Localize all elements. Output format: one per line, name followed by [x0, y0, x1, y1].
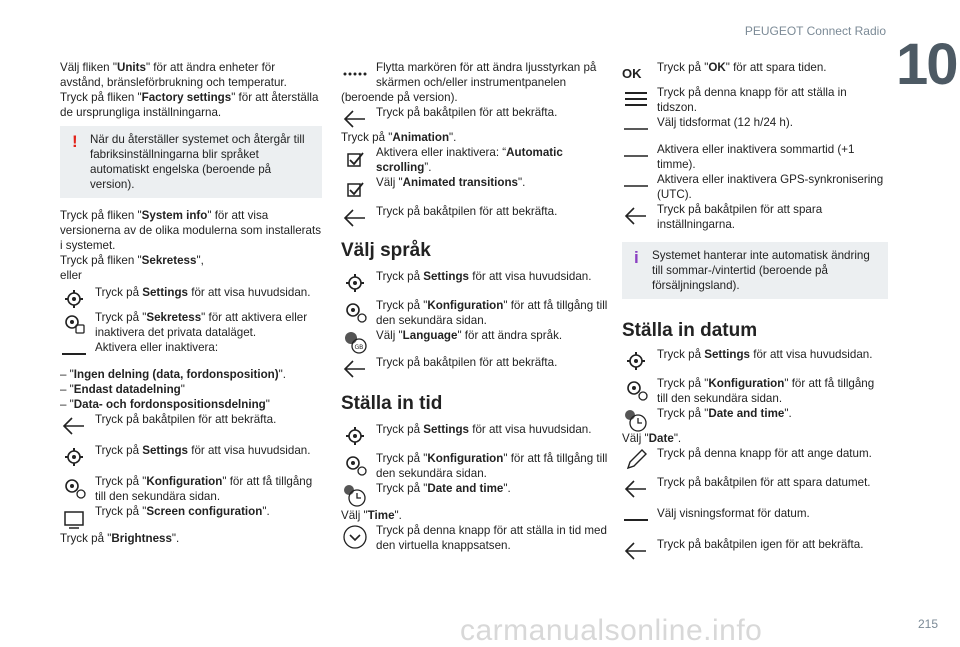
text-run: Välj " [622, 432, 649, 445]
step-text [95, 443, 322, 458]
text-run: för att visa huvudsidan. [469, 270, 592, 283]
step-text [376, 451, 609, 481]
back-arrow-icon [341, 105, 369, 133]
toggle-bar-icon [60, 340, 88, 368]
pencil-icon [622, 446, 650, 474]
step-text: Tryck på bakåtpilen igen för att bekräfta. [657, 538, 864, 551]
toggle-bar-icon [622, 115, 650, 143]
config-gear-icon [60, 474, 88, 502]
bold-term: Ingen delning (data, fordonsposition) [73, 368, 279, 381]
bold-term: Factory settings [141, 91, 232, 104]
step-settings [341, 269, 609, 284]
heading-time: Ställa in tid [341, 393, 443, 414]
step-keypad [341, 523, 609, 553]
step-text [376, 175, 609, 190]
menu-icon [622, 85, 650, 113]
text-run: " för att få tillgång till den sekundära sidan. [376, 299, 608, 327]
text-run: Aktivera eller inaktivera: “ [376, 146, 507, 159]
gear-icon [622, 347, 650, 375]
text-run: Tryck på " [657, 61, 709, 74]
info-text: Systemet hanterar inte automatisk ändring till sommar-/vintertid (beroende på försäljningsland). [652, 249, 870, 292]
text-run: ". [503, 482, 511, 495]
checkbox-icon [341, 175, 369, 203]
bold-term: Konfiguration [427, 452, 504, 465]
text-run: Tryck på [95, 286, 143, 299]
screen-icon [60, 504, 88, 532]
para-brightness [60, 531, 322, 546]
column-3 [622, 60, 888, 552]
step-text: Aktivera eller inaktivera GPS-synkronisering (UTC). [657, 173, 884, 201]
bold-term: Konfiguration [427, 299, 504, 312]
bold-term: Date and time [427, 482, 504, 495]
step-timezone [622, 85, 888, 115]
text-run: – " [60, 368, 74, 381]
step-text: Välj visningsformat för datum. [657, 507, 810, 520]
bold-term: OK [708, 61, 726, 74]
warning-text: När du återställer systemet och återgår till fabriksinställningarna blir språket automatiskt engelska (beroende på version). [90, 133, 305, 191]
back-arrow-icon [622, 202, 650, 230]
heading-language: Välj språk [341, 240, 431, 261]
para-system-info [60, 208, 322, 253]
text-run: Tryck på " [657, 377, 709, 390]
step-auto-scroll [341, 145, 609, 175]
text-run: Tryck på " [95, 311, 147, 324]
step-text [95, 310, 322, 340]
step-text [376, 422, 609, 437]
text-run: " för att få tillgång till den sekundära sidan. [95, 475, 313, 503]
text-run: Tryck på " [95, 505, 147, 518]
step-text [376, 328, 609, 343]
text-run: " för att få tillgång till den sekundära sidan. [376, 452, 608, 480]
text-run: Tryck på " [341, 131, 393, 144]
bold-term: Date [648, 432, 674, 445]
text-run: " för att ändra enheter för avstånd, bränsleförbrukning och temperatur. [60, 61, 287, 89]
text-run: " för att få tillgång till den sekundära sidan. [657, 377, 875, 405]
text-run: " för att visa versionerna av de olika modulerna som installerats i systemet. [60, 209, 321, 252]
privacy-gear-icon [60, 310, 88, 338]
back-arrow-icon [341, 204, 369, 232]
text-run: ". [673, 432, 682, 445]
step-set-date [622, 446, 888, 461]
step-text: Tryck på denna knapp för att ställa in tidszon. [657, 86, 847, 114]
back-arrow-icon [622, 475, 650, 503]
step-text [95, 474, 322, 504]
back-arrow-icon [622, 537, 650, 565]
step-back-save [622, 475, 888, 490]
toggle-bar-icon [622, 142, 650, 170]
step-text-b: (beroende på version). [341, 91, 458, 104]
step-text: Aktivera eller inaktivera sommartid (+1 timme). [657, 143, 855, 171]
text-run: " för att aktivera eller inaktivera det privata dataläget. [95, 311, 308, 339]
step-text: Tryck på bakåtpilen för att bekräfta. [95, 413, 277, 426]
step-konfiguration [341, 298, 609, 328]
list-item [60, 397, 322, 412]
step-transitions [341, 175, 609, 190]
page-number: 215 [917, 617, 938, 631]
step-text: Tryck på bakåtpilen för att bekräfta. [376, 205, 558, 218]
toggle-bar-icon [622, 172, 650, 200]
text-run: Tryck på [376, 423, 424, 436]
text-run: Tryck på fliken " [60, 209, 142, 222]
step-text: Aktivera eller inaktivera: [95, 341, 219, 354]
text-run: Välj " [376, 176, 403, 189]
text-run: Tryck på fliken " [60, 91, 142, 104]
bold-term: Konfiguration [146, 475, 223, 488]
header-brand: PEUGEOT Connect Radio [744, 24, 886, 38]
bold-term: Screen configuration [146, 505, 263, 518]
step-text [657, 60, 888, 75]
text-run: ". [171, 532, 180, 545]
warning-box [60, 126, 322, 198]
bold-term: Settings [423, 423, 469, 436]
text-run: Tryck på fliken " [60, 254, 142, 267]
text-run: – " [60, 383, 74, 396]
step-text [657, 406, 888, 421]
step-text [376, 298, 609, 328]
para-date [622, 431, 888, 446]
para-units [60, 60, 322, 90]
text-run: ". [394, 509, 402, 522]
text-run: " [265, 398, 270, 411]
privacy-list [60, 367, 322, 412]
text-run: Tryck på " [376, 452, 428, 465]
para-time [341, 508, 609, 523]
step-date-time [622, 406, 888, 421]
bold-term: Konfiguration [708, 377, 785, 390]
text-run: ”. [424, 161, 432, 174]
text-run: Tryck på " [95, 475, 147, 488]
list-item [60, 367, 322, 382]
text-run: Tryck på " [60, 532, 112, 545]
slider-dots-icon [341, 60, 369, 88]
language-flag-icon [341, 328, 369, 356]
bold-term: Automatic scrolling [376, 146, 563, 174]
info-box [622, 242, 888, 299]
gear-icon [60, 285, 88, 313]
bold-term: Endast datadelning [73, 383, 181, 396]
step-settings [622, 347, 888, 362]
step-back [60, 412, 322, 427]
para-factory [60, 90, 322, 120]
step-text: Tryck på denna knapp för att ställa in tid med den virtuella knappsatsen. [376, 524, 607, 552]
bold-term: Language [402, 329, 458, 342]
para-sekretess [60, 253, 322, 268]
text-run: Tryck på [95, 444, 143, 457]
text-run: Tryck på " [376, 299, 428, 312]
bold-term: Time [367, 509, 395, 522]
step-konfiguration-t [341, 451, 609, 481]
step-language [341, 328, 609, 351]
bold-term: Brightness [111, 532, 172, 545]
text-run: Tryck på " [376, 482, 428, 495]
text-run: Välj " [376, 329, 403, 342]
heading-date: Ställa in datum [622, 320, 758, 341]
step-sekretess [60, 310, 322, 340]
text-run: ". [449, 131, 457, 144]
config-gear-icon [341, 298, 369, 326]
text-run: ". [517, 176, 526, 189]
text-run: – " [60, 398, 74, 411]
gear-icon [341, 269, 369, 297]
bold-term: Animated transitions [402, 176, 518, 189]
bold-term: Date and time [708, 407, 785, 420]
step-ok [622, 60, 888, 81]
text-run: Tryck på [657, 348, 705, 361]
step-text: Tryck på bakåtpilen för att spara datumet. [657, 476, 871, 489]
clock-calendar-icon [622, 406, 650, 434]
step-back [622, 202, 888, 232]
text-run: ". [278, 368, 286, 381]
bold-term: Sekretess [141, 254, 197, 267]
step-gps [622, 172, 888, 202]
step-settings-t [341, 422, 609, 437]
watermark: carmanualsonline.info [460, 614, 763, 647]
bold-term: Sekretess [146, 311, 202, 324]
step-text [657, 347, 888, 362]
step-text: Tryck på denna knapp för att ange datum. [657, 447, 872, 460]
step-text [376, 269, 609, 284]
step-text [95, 285, 322, 300]
list-item [60, 382, 322, 397]
text-run: för att visa huvudsidan. [188, 444, 311, 457]
config-gear-icon [341, 451, 369, 479]
step-date-time [341, 481, 609, 496]
svg-text:GB: GB [354, 344, 364, 351]
text-run: Tryck på [376, 270, 424, 283]
step-settings-2 [60, 443, 322, 458]
text-run: " för att spara tiden. [725, 61, 827, 74]
column-1 [60, 60, 322, 546]
toggle-bar-icon [622, 506, 650, 534]
chevron-circle-icon [341, 523, 369, 551]
checkbox-icon [341, 145, 369, 173]
gear-icon [60, 443, 88, 471]
bold-term: System info [141, 209, 208, 222]
back-arrow-icon [60, 412, 88, 440]
text-run: Tryck på " [657, 407, 709, 420]
clock-calendar-icon [341, 481, 369, 509]
back-arrow-icon [341, 355, 369, 383]
step-text [376, 481, 609, 496]
gear-icon [341, 422, 369, 450]
step-konfiguration [622, 376, 888, 406]
bold-term: Settings [142, 286, 188, 299]
step-text: Tryck på bakåtpilen för att bekräfta. [376, 356, 558, 369]
step-slider [341, 60, 609, 90]
step-back-confirm [622, 537, 888, 552]
ok-icon: OK [622, 66, 642, 81]
step-text: Flytta markören för att ändra ljusstyrkan på skärmen och/eller instrumentpanelen [376, 61, 597, 89]
step-text [657, 376, 888, 406]
text-run: för att visa huvudsidan. [750, 348, 873, 361]
warning-icon: ! [72, 132, 78, 151]
bold-term: Data- och fordonspositionsdelning [73, 398, 266, 411]
bold-term: Settings [142, 444, 188, 457]
para-animation [341, 130, 609, 145]
text-run: ", [196, 254, 204, 267]
step-text [376, 145, 609, 175]
bold-term: Units [116, 61, 146, 74]
column-2 [341, 60, 609, 553]
step-back-2 [341, 204, 609, 219]
chapter-number: 10 [896, 32, 957, 97]
step-settings [60, 285, 322, 300]
bold-term: Animation [392, 131, 450, 144]
text-run: för att visa huvudsidan. [188, 286, 311, 299]
step-back [341, 105, 609, 120]
text-run: ". [784, 407, 792, 420]
text-run: ". [262, 505, 270, 518]
step-konfiguration [60, 474, 322, 504]
text-run: " för att återställa de ursprungliga inställningarna. [60, 91, 319, 119]
bold-term: Settings [423, 270, 469, 283]
step-format-date [622, 506, 888, 521]
text-run: " för att ändra språk. [457, 329, 563, 342]
text-run: Välj fliken " [60, 61, 117, 74]
text-run: för att visa huvudsidan. [469, 423, 592, 436]
step-back-3 [341, 355, 609, 370]
text-run: " [180, 383, 185, 396]
step-dst [622, 142, 888, 172]
para-eller: eller [60, 269, 82, 282]
step-format [622, 115, 888, 130]
config-gear-icon [622, 376, 650, 404]
info-icon: i [634, 248, 639, 267]
text-run: Välj " [341, 509, 368, 522]
step-text: Välj tidsformat (12 h/24 h). [657, 116, 793, 129]
step-text: Tryck på bakåtpilen för att bekräfta. [376, 106, 558, 119]
step-toggle [60, 340, 322, 355]
step-text [95, 504, 322, 519]
step-screen-config [60, 504, 322, 519]
step-text: Tryck på bakåtpilen för att spara inställningarna. [657, 203, 823, 231]
bold-term: Settings [704, 348, 750, 361]
